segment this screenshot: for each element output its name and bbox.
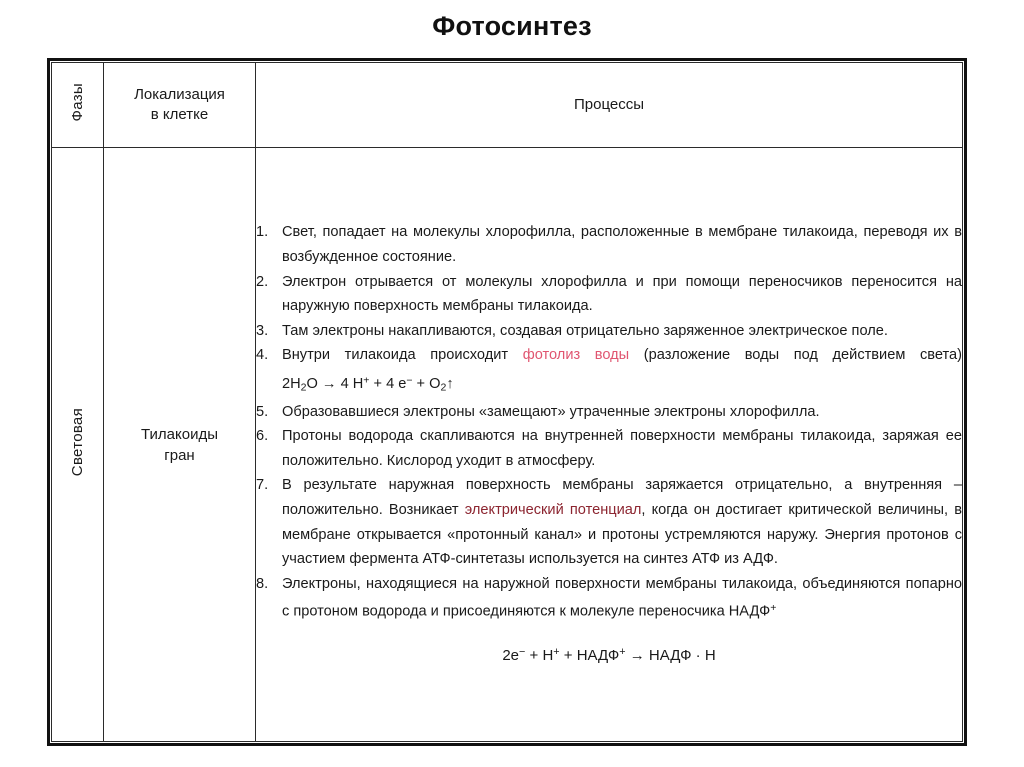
- page-title: Фотосинтез: [432, 11, 592, 41]
- list-item-process-4: [256, 343, 962, 399]
- formula-hydrogen: 4 H: [340, 375, 364, 392]
- formula-photolysis: [282, 376, 454, 392]
- list-item-text: Там электроны накапливаются, создавая отрицательно заряженное электрическое поле.: [282, 322, 888, 339]
- list-item-number: 2.: [256, 273, 269, 290]
- list-item-number: 4.: [256, 347, 269, 364]
- formula-water: 2H: [282, 375, 301, 392]
- list-item-number: 5.: [256, 403, 269, 420]
- formula-oxygen-sub: 2: [440, 381, 447, 394]
- header-label-localization-line2: в клетке: [150, 106, 209, 123]
- list-item-text: Протоны водорода скапливаются на внутренней поверхности мембраны тилакоида, заряжая ее положительно. Кислород уходит в атмосферу.: [282, 428, 962, 469]
- formula-water-sub: 2: [300, 381, 307, 394]
- process-list: [256, 220, 962, 624]
- list-item-number: 8.: [256, 575, 269, 592]
- phase-label-light: Световая: [69, 407, 86, 477]
- nadp-plus-superscript: +: [770, 602, 777, 615]
- highlight-electric-potential: электрический потенциал: [464, 502, 642, 518]
- highlight-photolysis: фотолиз воды: [522, 347, 630, 364]
- list-item-process-3: [256, 319, 962, 344]
- header-cell-processes: [256, 63, 963, 148]
- summary-formula-nadp-sup: +: [619, 645, 626, 658]
- formula-electron-sup: −: [406, 374, 413, 386]
- list-item-text: Свет, попадает на молекулы хлорофилла, расположенные в мембране тилакоида, переводя их в возбужденное состояние.: [282, 224, 962, 266]
- summary-formula-plus-1: + Н: [525, 646, 554, 664]
- formula-oxygen: O: [429, 375, 441, 392]
- list-item-process-1: [256, 220, 962, 269]
- summary-formula-electron-sup: −: [519, 645, 526, 658]
- formula-up-arrow: ↑: [446, 375, 454, 392]
- localization-label-line2: гран: [164, 446, 195, 464]
- summary-formula-hydrogen-sup: +: [553, 645, 560, 658]
- summary-formula-arrow: →: [625, 646, 649, 664]
- header-label-localization-line1: Локализация: [134, 86, 225, 103]
- cell-localization-thylakoids: [104, 148, 256, 742]
- formula-hydrogen-sup: +: [363, 374, 370, 386]
- photosynthesis-table: [51, 62, 963, 742]
- summary-formula: [256, 639, 962, 669]
- list-item-number: 7.: [256, 477, 269, 494]
- list-item-text-before: Внутри тилакоида происходит: [282, 347, 523, 364]
- summary-formula-plus-2: + НАДФ: [559, 646, 620, 664]
- summary-formula-product: НАДФ · Н: [648, 646, 716, 664]
- list-item-process-6: [256, 424, 962, 473]
- photosynthesis-table-wrapper: [47, 58, 967, 746]
- formula-water-oxygen: O: [306, 375, 318, 392]
- localization-label-line1: Тилакоиды: [141, 425, 218, 443]
- cell-phase-light: [52, 148, 104, 742]
- list-item-number: 6.: [256, 428, 269, 445]
- header-cell-phase: [52, 63, 104, 148]
- list-item-number: 3.: [256, 322, 269, 339]
- header-label-processes: Процессы: [573, 96, 644, 113]
- list-item-text: Образовавшиеся электроны «замещают» утраченные электроны хлорофилла.: [282, 403, 820, 420]
- list-item-text: Электрон отрывается от молекулы хлорофилла и при помощи переносчиков переносится на наружную поверхность мембраны тилакоида.: [282, 273, 962, 315]
- table-row: [52, 148, 963, 742]
- summary-formula-electron: 2e: [502, 646, 520, 664]
- formula-arrow: →: [317, 375, 341, 392]
- header-label-phase: Фазы: [69, 82, 86, 122]
- list-item-process-2: [256, 270, 962, 319]
- formula-plus-1: +: [369, 375, 387, 392]
- cell-processes-light-phase: [256, 148, 963, 742]
- formula-plus-2: +: [412, 375, 430, 392]
- list-item-process-7: [256, 473, 962, 571]
- list-item-text-after: , когда он достигает критической величины, в мембране открывается «протонный канал» и протоны устремляются наружу. Энергия протонов с участием фермента АТФ-синтетазы используется на синтез АТФ из АДФ.: [282, 502, 962, 568]
- list-item-text-before: Электроны, находящиеся на наружной поверхности мембраны тилакоида, объединяются попарно с протоном водорода и присоединяются к молекуле переносчика НАДФ: [282, 575, 962, 621]
- formula-electron: 4 e: [386, 375, 407, 392]
- list-item-text-before: В результате наружная поверхность мембраны заряжается отрицательно, а внутренняя – положительно. Возникает: [282, 477, 962, 518]
- header-cell-localization: [104, 63, 256, 148]
- list-item-number: 1.: [256, 224, 269, 241]
- list-item-process-8: [256, 572, 962, 625]
- list-item-process-5: [256, 400, 962, 425]
- table-header-row: [52, 63, 963, 148]
- list-item-text-after: (разложение воды под действием света): [629, 347, 962, 364]
